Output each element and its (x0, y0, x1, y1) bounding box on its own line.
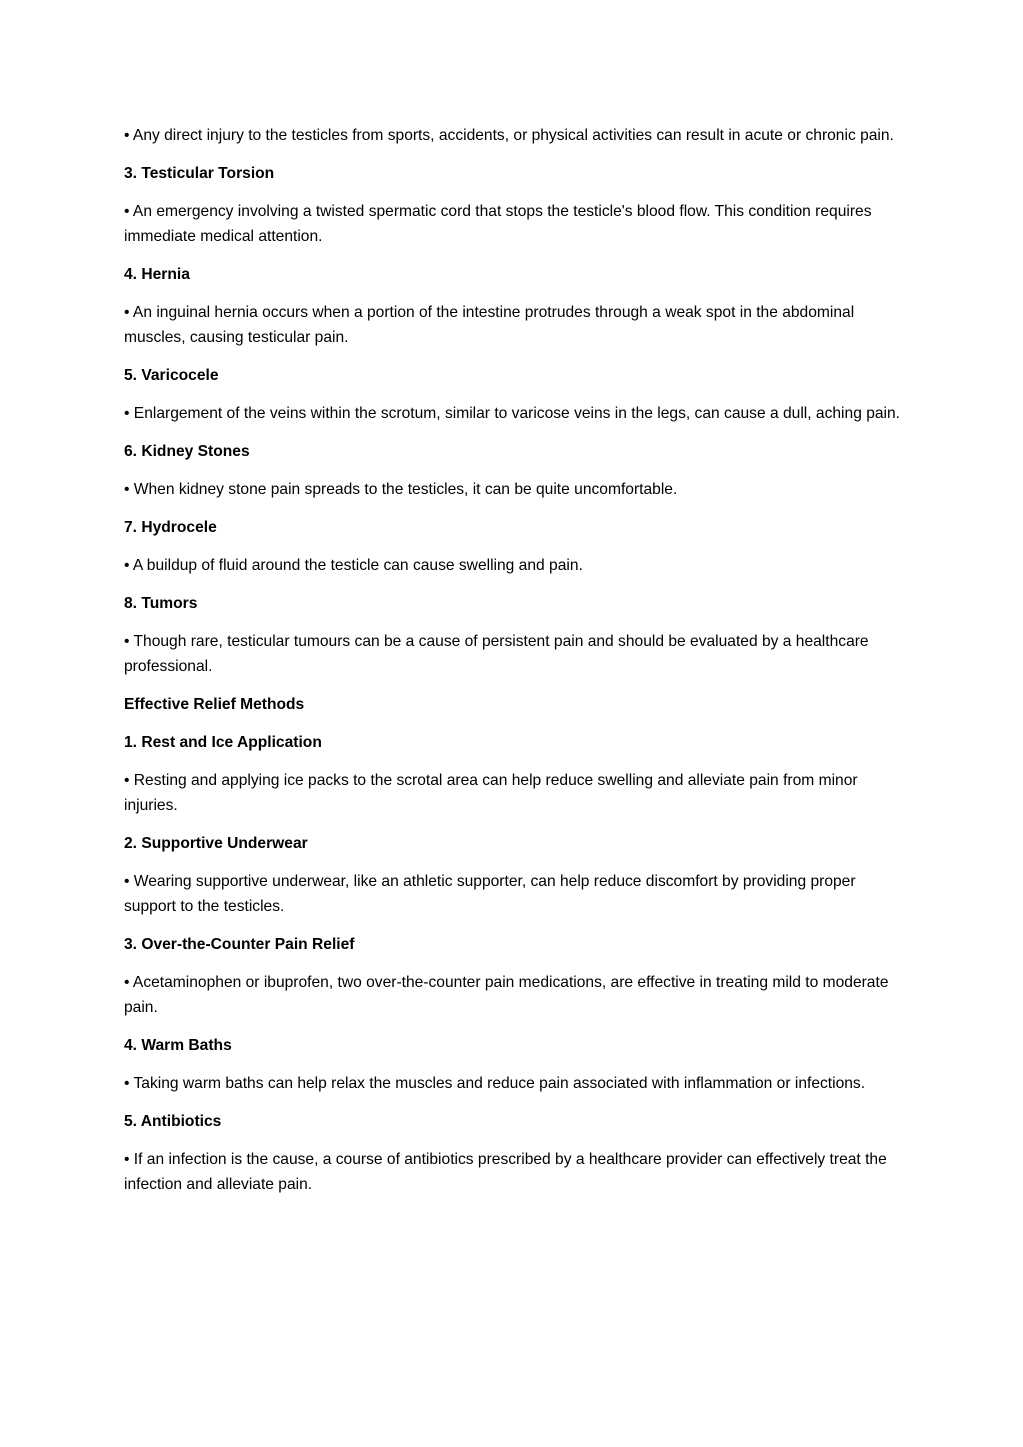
cause-injury-text: • Any direct injury to the testicles from sports, accidents, or physical activities can result in acute or chronic pain. (124, 127, 894, 144)
relief-rest-ice-text: • Resting and applying ice packs to the scrotal area can help reduce swelling and alleviate pain from minor injuries. (124, 772, 858, 814)
relief-underwear-heading: 2. Supportive Underwear (124, 835, 308, 852)
document-body (124, 123, 904, 1210)
cause-torsion-text: • An emergency involving a twisted spermatic cord that stops the testicle's blood flow. This condition requires immediate medical attention. (124, 203, 872, 245)
cause-kidney-stones-text: • When kidney stone pain spreads to the testicles, it can be quite uncomfortable. (124, 481, 678, 498)
cause-hydrocele-heading: 7. Hydrocele (124, 519, 217, 536)
cause-hernia-heading: 4. Hernia (124, 266, 190, 283)
cause-hydrocele-text: • A buildup of fluid around the testicle can cause swelling and pain. (124, 557, 583, 574)
relief-underwear-text: • Wearing supportive underwear, like an athletic supporter, can help reduce discomfort by providing proper support to the testicles. (124, 873, 856, 915)
cause-tumors-text: • Though rare, testicular tumours can be a cause of persistent pain and should be evaluated by a healthcare professional. (124, 633, 869, 675)
relief-rest-ice-heading: 1. Rest and Ice Application (124, 734, 322, 751)
cause-kidney-stones-heading: 6. Kidney Stones (124, 443, 250, 460)
cause-tumors-heading: 8. Tumors (124, 595, 198, 612)
relief-otc-text: • Acetaminophen or ibuprofen, two over-the-counter pain medications, are effective in treating mild to moderate pain. (124, 974, 889, 1016)
relief-antibiotics-heading: 5. Antibiotics (124, 1113, 222, 1130)
relief-otc-heading: 3. Over-the-Counter Pain Relief (124, 936, 355, 953)
relief-warm-baths-text: • Taking warm baths can help relax the muscles and reduce pain associated with inflammation or infections. (124, 1075, 866, 1092)
cause-torsion-heading: 3. Testicular Torsion (124, 165, 275, 182)
relief-warm-baths-heading: 4. Warm Baths (124, 1037, 232, 1054)
cause-hernia-text: • An inguinal hernia occurs when a portion of the intestine protrudes through a weak spot in the abdominal muscles, causing testicular pain. (124, 304, 855, 346)
cause-varicocele-text: • Enlargement of the veins within the scrotum, similar to varicose veins in the legs, can cause a dull, aching pain. (124, 405, 901, 422)
relief-section-title: Effective Relief Methods (124, 696, 305, 713)
relief-antibiotics-text: • If an infection is the cause, a course of antibiotics prescribed by a healthcare provider can effectively treat the infection and alleviate pain. (124, 1151, 887, 1193)
cause-varicocele-heading: 5. Varicocele (124, 367, 219, 384)
